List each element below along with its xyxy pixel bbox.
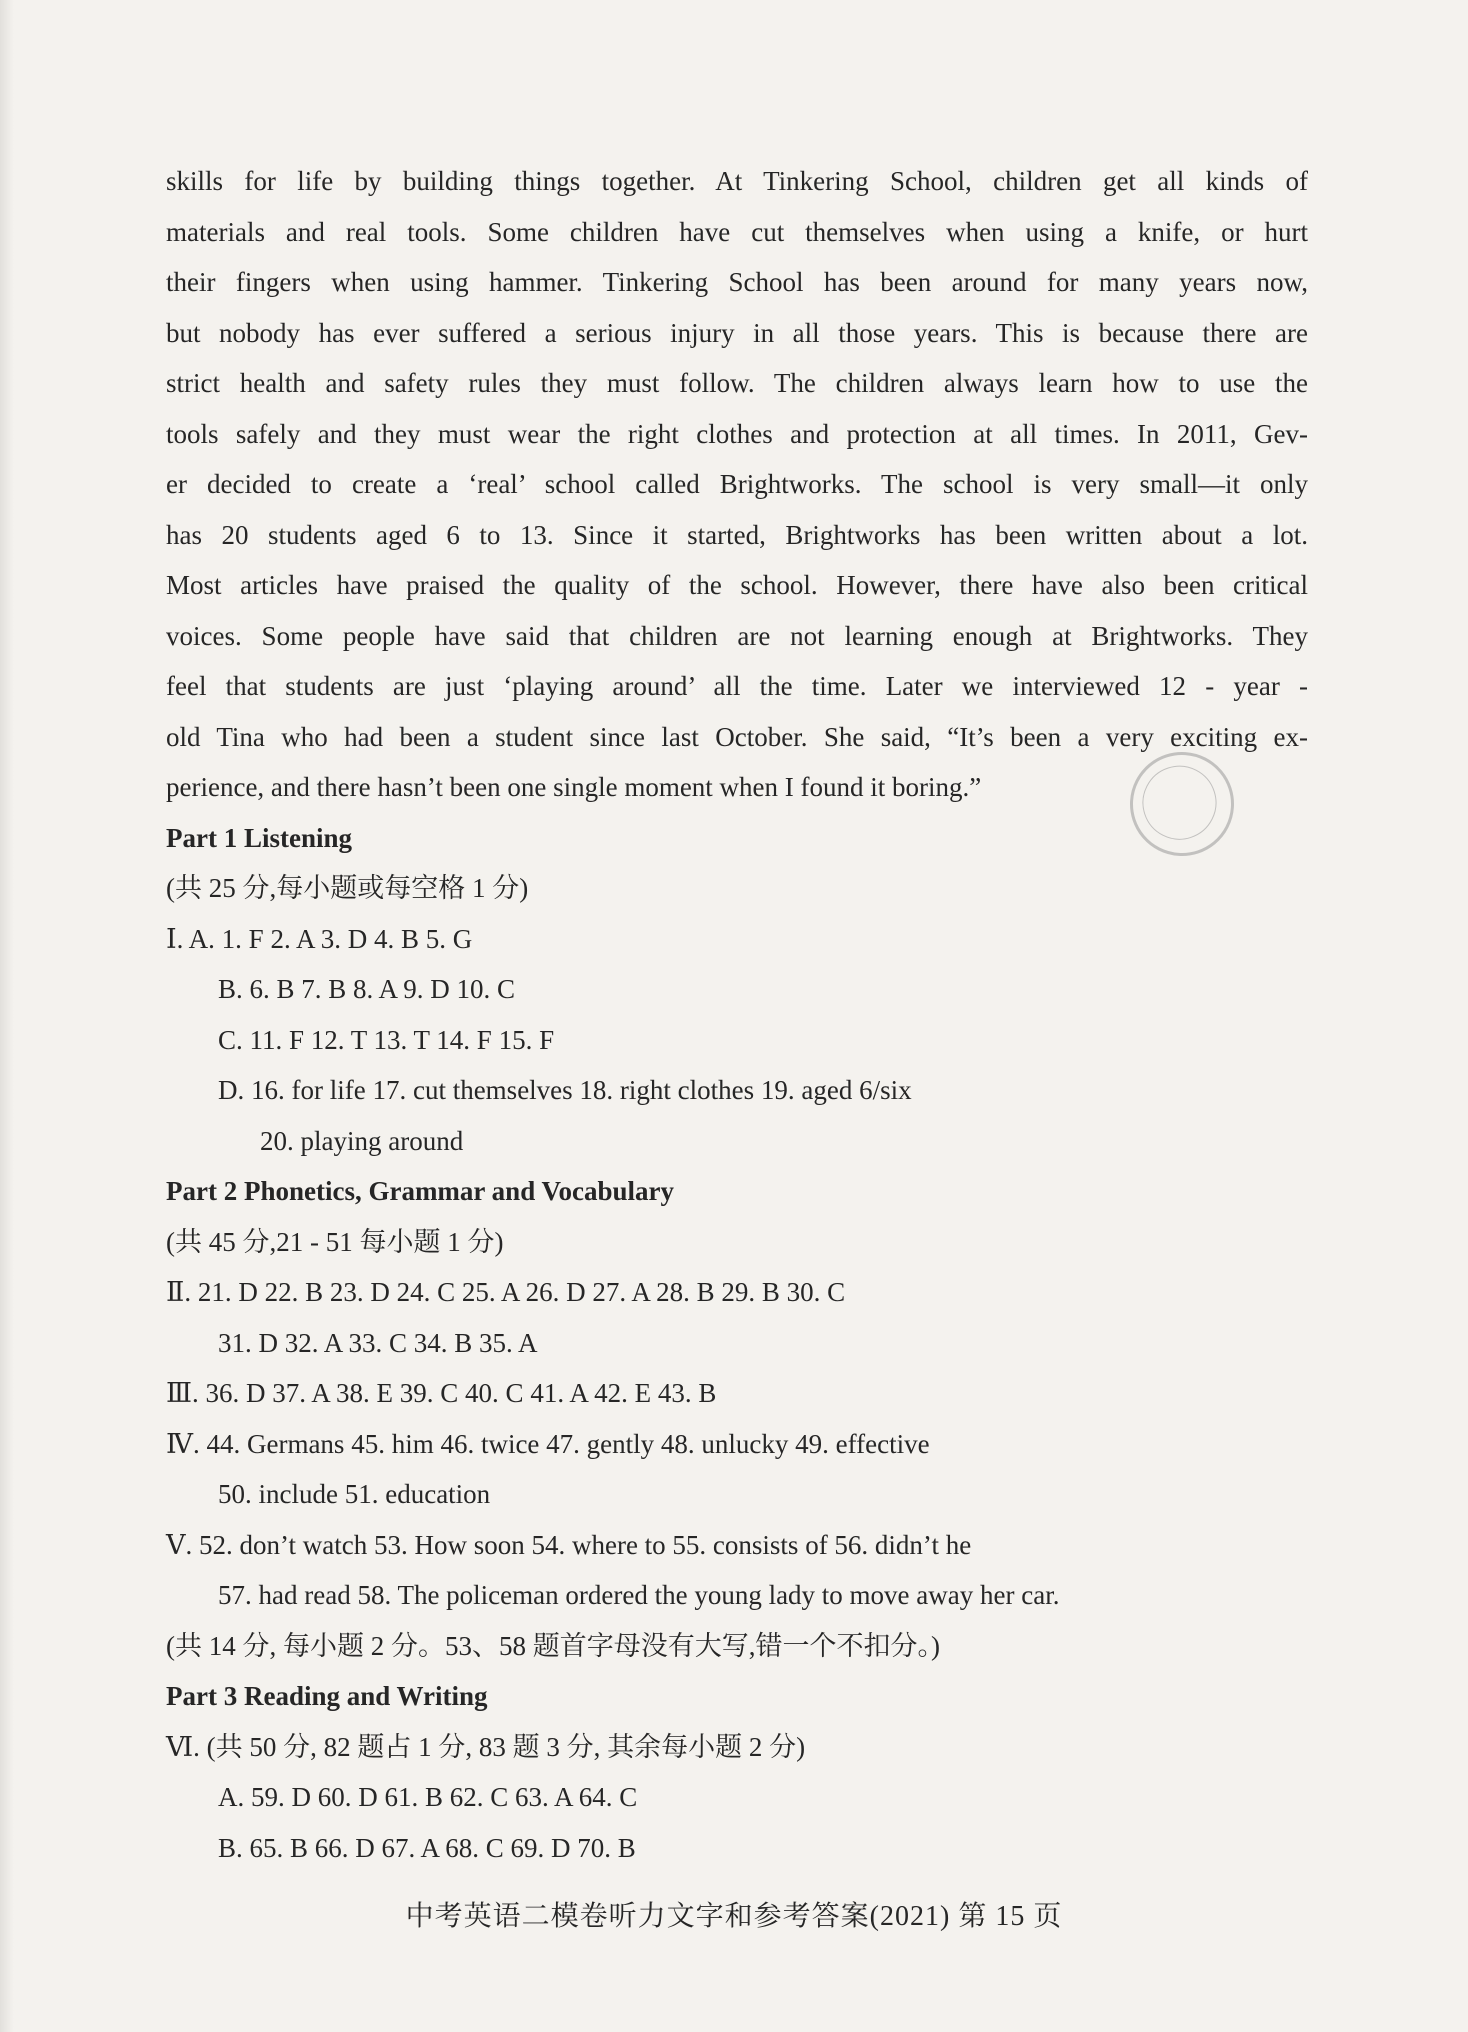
- part1-note: (共 25 分,每小题或每空格 1 分): [166, 873, 529, 903]
- passage-line: feel that students are just ‘playing around’ all the time. Later we interviewed 12 - year -: [166, 671, 1308, 701]
- answer-line: 31. D 32. A 33. C 34. B 35. A: [218, 1328, 538, 1358]
- part2-title: Part 2 Phonetics, Grammar and Vocabulary: [166, 1176, 674, 1206]
- answer-line: A. 59. D 60. D 61. B 62. C 63. A 64. C: [218, 1782, 638, 1812]
- answer-line: B. 65. B 66. D 67. A 68. C 69. D 70. B: [218, 1833, 636, 1863]
- answer-line: Ⅵ. (共 50 分, 82 题占 1 分, 83 题 3 分, 其余每小题 2 分): [166, 1732, 806, 1762]
- passage-line: voices. Some people have said that children are not learning enough at Brightworks. They: [166, 621, 1308, 651]
- answer-line: B. 6. B 7. B 8. A 9. D 10. C: [218, 974, 516, 1004]
- passage-line: strict health and safety rules they must follow. The children always learn how to use the: [166, 368, 1308, 398]
- page-fold-shadow: [0, 0, 14, 2032]
- passage-line: their fingers when using hammer. Tinkering School has been around for many years now,: [166, 267, 1308, 297]
- part3-title: Part 3 Reading and Writing: [166, 1681, 488, 1711]
- answer-line: 20. playing around: [260, 1126, 464, 1156]
- page-footer: 中考英语二模卷听力文字和参考答案(2021) 第 15 页: [405, 1901, 1063, 1932]
- scoring-note: (共 14 分, 每小题 2 分。53、58 题首字母没有大写,错一个不扣分。): [166, 1631, 940, 1661]
- answer-line: 50. include 51. education: [218, 1479, 491, 1509]
- answer-line: C. 11. F 12. T 13. T 14. F 15. F: [218, 1025, 555, 1055]
- homework-stamp: [1116, 738, 1247, 869]
- passage-line: but nobody has ever suffered a serious injury in all those years. This is because there are: [166, 318, 1308, 348]
- answer-line: D. 16. for life 17. cut themselves 18. right clothes 19. aged 6/six: [218, 1075, 912, 1105]
- passage-line: materials and real tools. Some children have cut themselves when using a knife, or hurt: [166, 217, 1308, 247]
- answer-line: Ⅴ. 52. don’t watch 53. How soon 54. where to 55. consists of 56. didn’t he: [166, 1530, 972, 1560]
- passage-line: has 20 students aged 6 to 13. Since it started, Brightworks has been written about a lot.: [166, 520, 1308, 550]
- passage-line: Most articles have praised the quality of the school. However, there have also been critical: [166, 570, 1308, 600]
- passage-line: tools safely and they must wear the right clothes and protection at all times. In 2011, Gev-: [166, 419, 1308, 449]
- passage-line: old Tina who had been a student since last October. She said, “It’s been a very exciting ex-: [166, 722, 1308, 752]
- passage-line: perience, and there hasn’t been one single moment when I found it boring.”: [166, 772, 982, 802]
- answer-line: Ⅰ. A. 1. F 2. A 3. D 4. B 5. G: [166, 924, 473, 954]
- answer-line: 57. had read 58. The policeman ordered the young lady to move away her car.: [218, 1580, 1060, 1610]
- answer-line: Ⅳ. 44. Germans 45. him 46. twice 47. gently 48. unlucky 49. effective: [166, 1429, 930, 1459]
- answer-line: Ⅱ. 21. D 22. B 23. D 24. C 25. A 26. D 27. A 28. B 29. B 30. C: [166, 1277, 846, 1307]
- passage-line: skills for life by building things together. At Tinkering School, children get all kinds of: [166, 166, 1308, 196]
- passage-line: er decided to create a ‘real’ school called Brightworks. The school is very small—it only: [166, 469, 1308, 499]
- answer-line: Ⅲ. 36. D 37. A 38. E 39. C 40. C 41. A 42. E 43. B: [166, 1378, 717, 1408]
- part2-note: (共 45 分,21 - 51 每小题 1 分): [166, 1227, 504, 1257]
- part1-title: Part 1 Listening: [166, 823, 352, 853]
